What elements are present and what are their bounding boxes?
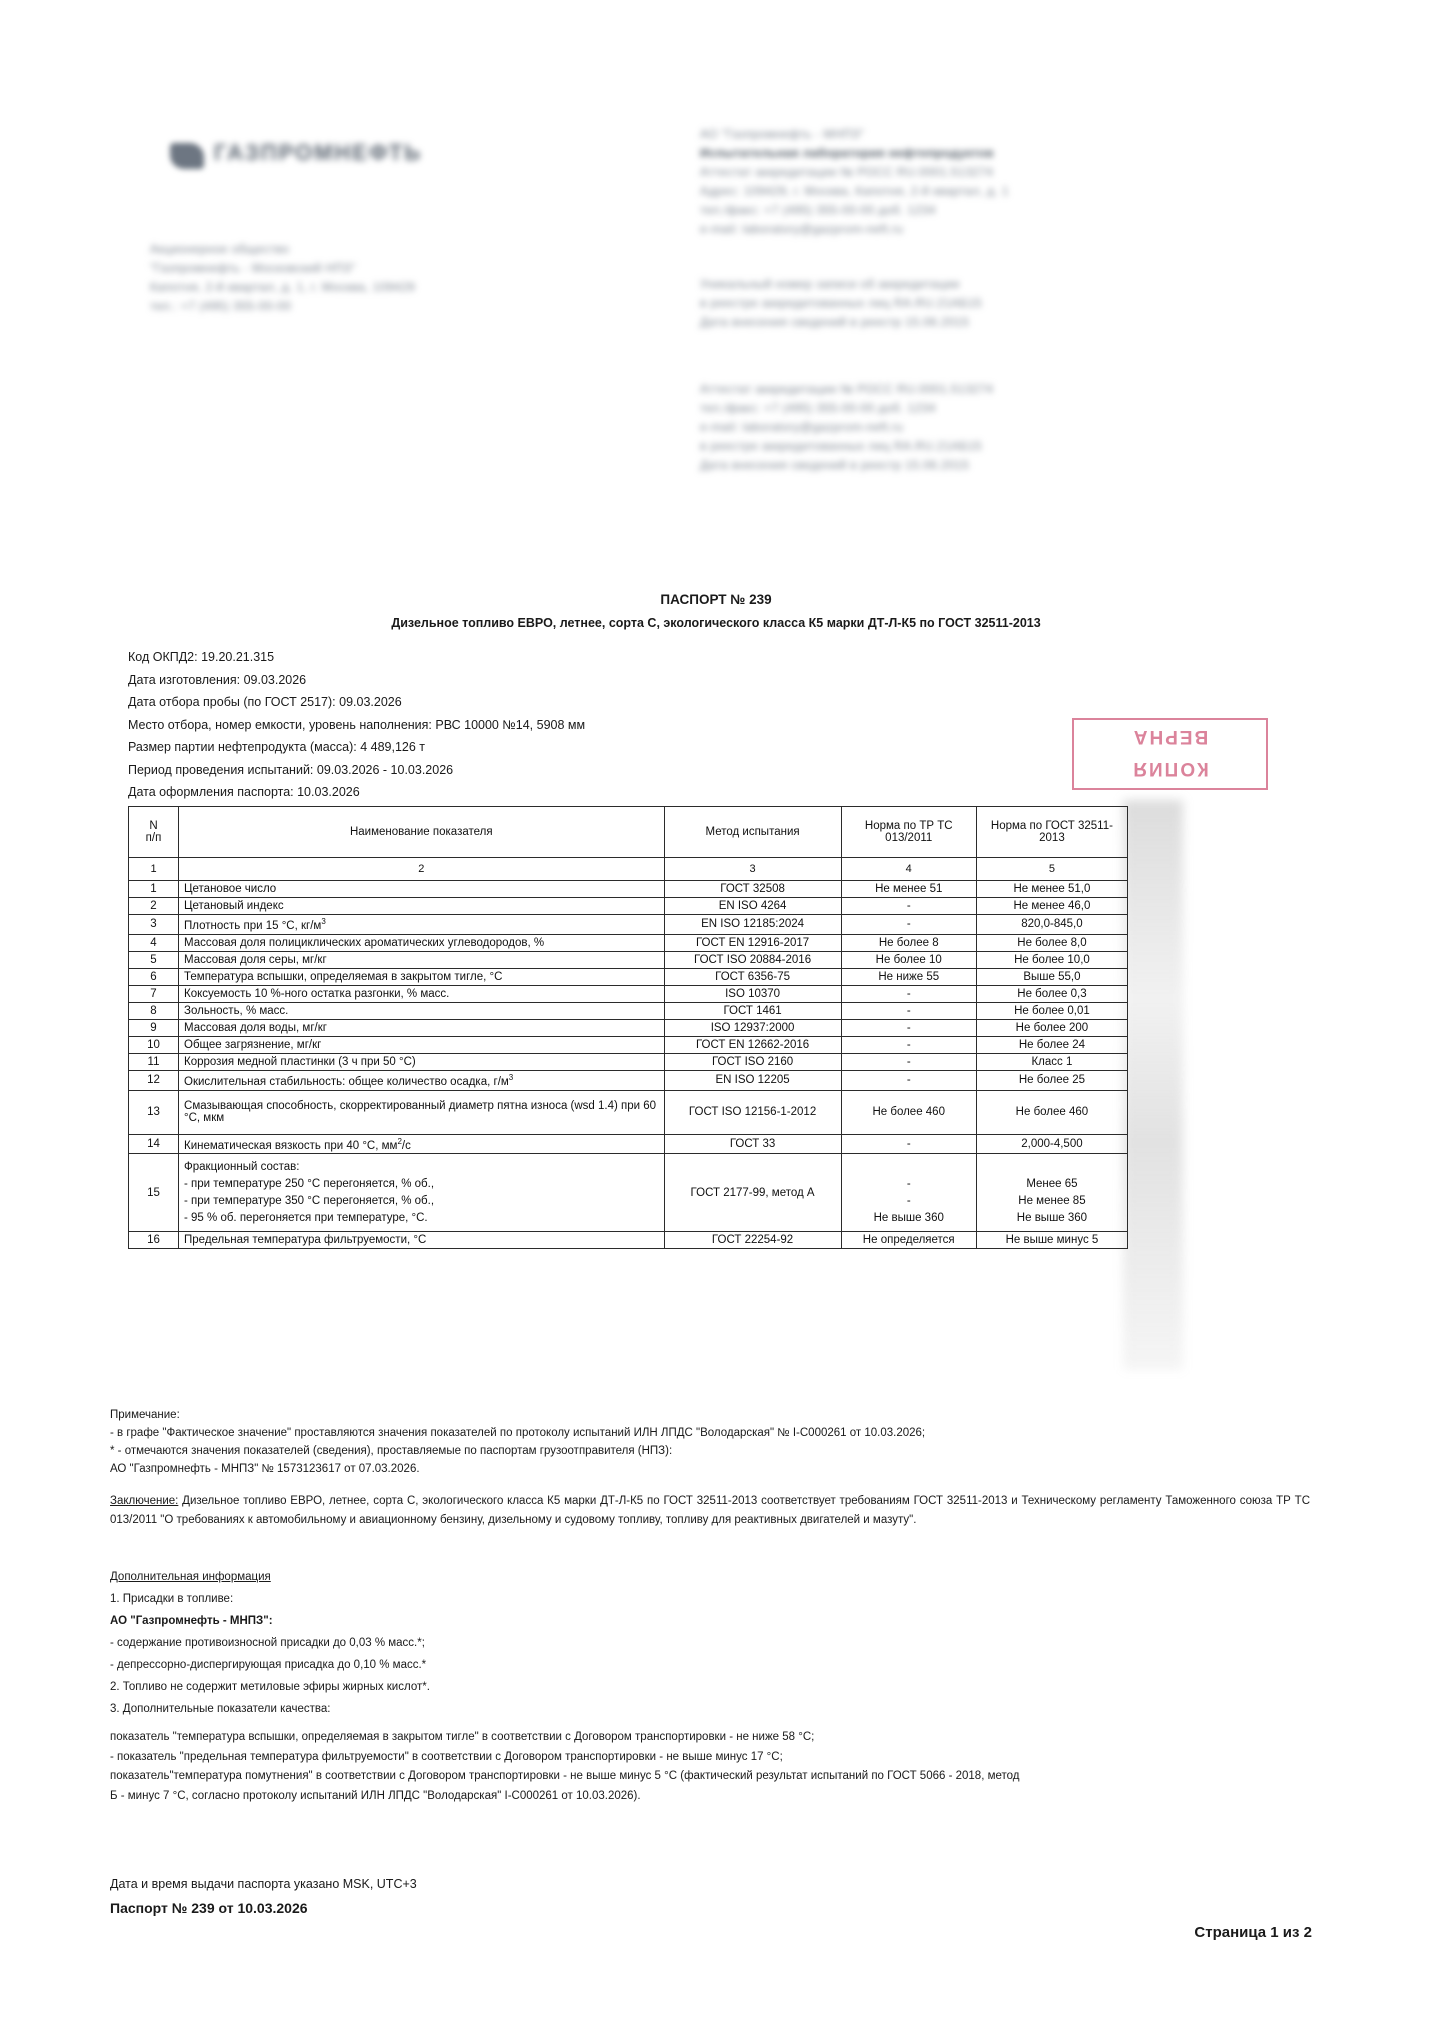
accreditation-line: Дата внесения сведений в реестр 15.06.2015 [700, 315, 970, 329]
row-method: EN ISO 12205 [664, 1070, 841, 1090]
row-name: Цетановый индекс [179, 898, 665, 915]
row-name: Смазывающая способность, скорректированный диаметр пятна износа (wsd 1.4) при 60 °С, мкм [179, 1090, 665, 1134]
fraction-gost-line: Менее 65 [1026, 1178, 1078, 1191]
row-gost: Не менее 51,0 [976, 881, 1127, 898]
copy-verified-stamp [1072, 718, 1268, 790]
row-number: 15 [129, 1154, 179, 1232]
row-method: ГОСТ 6356-75 [664, 968, 841, 985]
fraction-trts-line: - [906, 1195, 911, 1208]
blurred-line: Аттестат аккредитации № РОСС RU.0001.513274 [700, 382, 994, 396]
logo-mark-icon [170, 143, 204, 169]
lab-line: e-mail: laboratory@gazprom-neft.ru [700, 222, 904, 236]
accreditation-line: Уникальный номер записи об аккредитации [700, 277, 960, 291]
row-name: Коксуемость 10 %-ного остатка разгонки, % масс. [179, 985, 665, 1002]
footer-left-block [110, 1872, 417, 1920]
table-row-fraction [129, 1154, 1128, 1232]
row-trts: Не более 10 [841, 951, 976, 968]
row-name: Температура вспышки, определяемая в закрытом тигле, °С [179, 968, 665, 985]
row-gost: Не более 200 [976, 1019, 1127, 1036]
row-method: ГОСТ 33 [664, 1134, 841, 1154]
colnum-2: 2 [179, 858, 665, 881]
col-header-trts-l1: Норма по ТР ТС [864, 820, 953, 832]
table-row [129, 985, 1128, 1002]
blurred-line: тел./факс: +7 (495) 355-00-00 доб. 1234 [700, 401, 936, 415]
footer-time-note: Дата и время выдачи паспорта указано MSK, UTC+3 [110, 1877, 417, 1891]
col-header-gost [976, 807, 1127, 858]
additional-item-1: 1. Присадки в топливе: [110, 1593, 234, 1605]
row-gost: 2,000-4,500 [976, 1134, 1127, 1154]
row-name: Кинематическая вязкость при 40 °С, $мм^2/с$ [179, 1134, 665, 1154]
table-row [129, 951, 1128, 968]
row-number: 14 [129, 1134, 179, 1154]
row-trts: Не более 460 [841, 1090, 976, 1134]
page-title: ПАСПОРТ № 239 [660, 592, 772, 607]
quality-line: - показатель "предельная температура фильтруемости" в соответствии с Договором транспортировки - не выше минус 17 °С; [110, 1750, 783, 1763]
fraction-gost-line: Не менее 85 [1018, 1195, 1086, 1208]
footer-passport-number: Паспорт № 239 от 10.03.2026 [110, 1900, 308, 1916]
stamp-line-1: КОПИЯ [1131, 758, 1209, 779]
passport-meta [128, 646, 585, 804]
row-trts: - [841, 1070, 976, 1090]
row-trts: - [841, 1134, 976, 1154]
row-method: ГОСТ ISO 2160 [664, 1053, 841, 1070]
col-header-trts-l2: 013/2011 [885, 832, 933, 844]
row-trts: - [841, 985, 976, 1002]
row-trts: - [841, 1002, 976, 1019]
row-method: ГОСТ 2177-99, метод А [664, 1154, 841, 1232]
table-column-numbers-row [129, 858, 1128, 881]
meta-test-period: Период проведения испытаний: 09.03.2026 - 10.03.2026 [128, 762, 454, 777]
row-number: 7 [129, 985, 179, 1002]
row-name: Общее загрязнение, мг/кг [179, 1036, 665, 1053]
row-number: 8 [129, 1002, 179, 1019]
table-row [129, 881, 1128, 898]
company-address-block [150, 240, 570, 316]
row-gost: Не более 25 [976, 1070, 1127, 1090]
lab-line: Аттестат аккредитации № РОСС RU.0001.513274 [700, 165, 994, 179]
row-method: ГОСТ 22254-92 [664, 1232, 841, 1249]
row-method: ГОСТ ISO 12156-1-2012 [664, 1090, 841, 1134]
scan-smudge [1123, 800, 1183, 1370]
meta-sampling-place: Место отбора, номер емкости, уровень наполнения: РВС 10000 №14, 5908 мм [128, 717, 586, 732]
row-gost-fraction [976, 1154, 1127, 1232]
lab-line: тел./факс: +7 (495) 355-00-00 доб. 1234 [700, 203, 936, 217]
row-trts-fraction [841, 1154, 976, 1232]
row-method: ГОСТ 1461 [664, 1002, 841, 1019]
table-row [129, 1070, 1128, 1090]
row-method: ГОСТ ISO 20884-2016 [664, 951, 841, 968]
notes-line: - в графе "Фактическое значение" проставляются значения показателей по протоколу испытаний ИЛН ЛПДС "Володарская" № I-С000261 от 10.03.2026; [110, 1427, 926, 1439]
colnum-4: 4 [841, 858, 976, 881]
accreditation-block [700, 275, 1340, 332]
row-number: 13 [129, 1090, 179, 1134]
accreditation-line: в реестре аккредитованных лиц RA.RU.21АБ15 [700, 296, 982, 310]
row-gost: Не выше минус 5 [976, 1232, 1127, 1249]
conclusion-block [110, 1492, 1310, 1529]
table-row [129, 1232, 1128, 1249]
row-gost: Класс 1 [976, 1053, 1127, 1070]
blurred-line: e-mail: laboratory@gazprom-neft.ru [700, 420, 904, 434]
row-trts: - [841, 1019, 976, 1036]
lab-line: АО "Газпромнефть - МНПЗ" [700, 127, 865, 141]
row-trts: Не менее 51 [841, 881, 976, 898]
lab-line: Испытательная лаборатория нефтепродуктов [700, 146, 994, 160]
page-subtitle: Дизельное топливо ЕВРО, летнее, сорта С, экологического класса К5 марки ДТ-Л-К5 по ГОСТ 32511-2013 [391, 616, 1041, 630]
row-name: Плотность при 15 °С, $кг/м^3$ [179, 915, 665, 935]
row-method: ГОСТ 32508 [664, 881, 841, 898]
table-row [129, 934, 1128, 951]
table-row [129, 898, 1128, 915]
fraction-title: Фракционный состав: [184, 1160, 300, 1173]
additional-info-title: Дополнительная информация [110, 1571, 271, 1583]
row-gost: Не более 0,01 [976, 1002, 1127, 1019]
row-gost: Не более 8,0 [976, 934, 1127, 951]
conclusion-text: Дизельное топливо ЕВРО, летнее, сорта С, экологического класса К5 марки ДТ-Л-К5 по ГОСТ 32511-2013 соответствует требованиям ГОСТ 32511-2013 и Техническому регламенту Таможенного союза ТР ТС 013/2011 "О требованиях к автомобильному и авиационному бензину, дизельному и судовому топливу, топливу для реактивных двигателей и мазуту". [110, 1495, 1310, 1526]
row-name: Массовая доля воды, мг/кг [179, 1019, 665, 1036]
lab-line: Адрес: 109429, г. Москва, Капотня, 2-й квартал, д. 1 [700, 184, 1009, 198]
meta-manufacture-date: Дата изготовления: 09.03.2026 [128, 672, 307, 687]
table-row [129, 968, 1128, 985]
col-header-number-l2: п/п [145, 832, 162, 844]
company-address-line: "Газпромнефть - Московский НПЗ" [150, 261, 356, 275]
row-method: ГОСТ EN 12916-2017 [664, 934, 841, 951]
row-name: Предельная температура фильтруемости, °С [179, 1232, 665, 1249]
table-header-row [129, 807, 1128, 858]
row-method: ISO 12937:2000 [664, 1019, 841, 1036]
fraction-trts-line: Не выше 360 [873, 1212, 944, 1225]
row-gost: Не более 10,0 [976, 951, 1127, 968]
row-trts: - [841, 915, 976, 935]
row-gost: Не менее 46,0 [976, 898, 1127, 915]
company-address-line: тел.: +7 (495) 355-00-00 [150, 299, 292, 313]
quality-line: Б - минус 7 °С, согласно протоколу испытаний ИЛН ЛПДС "Володарская" I-С000261 от 10.03.2026). [110, 1789, 641, 1802]
row-name: Цетановое число [179, 881, 665, 898]
fraction-line: - при температуре 250 °С перегоняется, % об., [184, 1177, 435, 1190]
row-name: Массовая доля полициклических ароматических углеводородов, % [179, 934, 665, 951]
row-name-fraction [179, 1154, 665, 1232]
meta-okpd2: Код ОКПД2: 19.20.21.315 [128, 650, 275, 664]
row-trts: Не ниже 55 [841, 968, 976, 985]
row-method: ISO 10370 [664, 985, 841, 1002]
logo-text: ГАЗПРОМНЕФТЬ [214, 140, 423, 165]
table-row [129, 1090, 1128, 1134]
fraction-trts-line: - [906, 1178, 911, 1191]
row-number: 1 [129, 881, 179, 898]
row-trts: - [841, 1053, 976, 1070]
footer-page-number: Страница 1 из 2 [1194, 1924, 1312, 1941]
fraction-line: - 95 % об. перегоняется при температуре, °С. [184, 1211, 428, 1224]
company-logo [170, 140, 422, 169]
company-address-line: Капотня, 2-й квартал, д. 1, г. Москва, 109429 [150, 280, 416, 294]
row-trts: Не более 8 [841, 934, 976, 951]
additional-line: 2. Топливо не содержит метиловые эфиры жирных кислот*. [110, 1681, 430, 1693]
row-gost: Выше 55,0 [976, 968, 1127, 985]
row-method: ГОСТ EN 12662-2016 [664, 1036, 841, 1053]
table-row [129, 1002, 1128, 1019]
notes-block [110, 1406, 1300, 1478]
additional-line: - депрессорно-диспергирующая присадка до 0,10 % масс.* [110, 1659, 427, 1671]
colnum-3: 3 [664, 858, 841, 881]
laboratory-block [700, 125, 1320, 239]
blurred-line: в реестре аккредитованных лиц RA.RU.21АБ15 [700, 439, 982, 453]
row-number: 9 [129, 1019, 179, 1036]
row-number: 4 [129, 934, 179, 951]
col-header-gost-l2: 2013 [1039, 832, 1065, 844]
table-row [129, 915, 1128, 935]
row-number: 5 [129, 951, 179, 968]
row-gost: Не более 0,3 [976, 985, 1127, 1002]
row-name: Коррозия медной пластинки (3 ч при 50 °С) [179, 1053, 665, 1070]
blurred-line: Дата внесения сведений в реестр 15.06.2015 [700, 458, 970, 472]
row-method: EN ISO 4264 [664, 898, 841, 915]
colnum-1: 1 [129, 858, 179, 881]
fraction-line: - при температуре 350 °С перегоняется, % об., [184, 1194, 435, 1207]
additional-line: 3. Дополнительные показатели качества: [110, 1703, 331, 1715]
notes-line: * - отмечаются значения показателей (сведения), проставляемые по паспортам грузоотправителя (НПЗ): [110, 1445, 673, 1457]
row-name: Окислительная стабильность: общее количество осадка, $г/м^3$ [179, 1070, 665, 1090]
quality-line: показатель "температура вспышки, определяемая в закрытом тигле" в соответствии с Договором транспортировки - не ниже 58 °С; [110, 1731, 815, 1743]
notes-line: АО "Газпромнефть - МНПЗ" № 1573123617 от 07.03.2026. [110, 1463, 420, 1475]
row-number: 12 [129, 1070, 179, 1090]
col-header-number-l1: N [149, 820, 158, 832]
table-row [129, 1134, 1128, 1154]
row-number: 16 [129, 1232, 179, 1249]
quality-line: показатель"температура помутнения" в соответствии с Договором транспортировки - не выше минус 5 °С (фактический результат испытаний по ГОСТ 5066 - 2018, метод [110, 1770, 1020, 1782]
row-trts: - [841, 898, 976, 915]
additional-company: АО "Газпромнефть - МНПЗ": [110, 1615, 273, 1627]
company-address-line: Акционерное общество [150, 242, 290, 256]
meta-batch-size: Размер партии нефтепродукта (масса): 4 489,126 т [128, 740, 426, 754]
specifications-table [128, 806, 1128, 1249]
row-name: Зольность, % масс. [179, 1002, 665, 1019]
row-number: 6 [129, 968, 179, 985]
col-header-name: Наименование показателя [179, 807, 665, 858]
row-gost: Не более 24 [976, 1036, 1127, 1053]
fraction-gost-line: Не выше 360 [1016, 1212, 1088, 1225]
row-number: 2 [129, 898, 179, 915]
additional-line: - содержание противоизносной присадки до 0,03 % масс.*; [110, 1637, 425, 1649]
row-gost: Не более 460 [976, 1090, 1127, 1134]
notes-label: Примечание: [110, 1409, 180, 1421]
row-number: 3 [129, 915, 179, 935]
col-header-trts [841, 807, 976, 858]
row-method: EN ISO 12185:2024 [664, 915, 841, 935]
meta-issue-date: Дата оформления паспорта: 10.03.2026 [128, 785, 360, 799]
col-header-number [129, 807, 179, 858]
additional-info-block [110, 1560, 1310, 1806]
row-trts: - [841, 1036, 976, 1053]
col-header-gost-l1: Норма по ГОСТ 32511- [990, 820, 1113, 832]
table-row [129, 1036, 1128, 1053]
colnum-5: 5 [976, 858, 1127, 881]
table-row [129, 1053, 1128, 1070]
row-trts: Не определяется [841, 1232, 976, 1249]
row-gost: 820,0-845,0 [976, 915, 1127, 935]
col-header-method: Метод испытания [664, 807, 841, 858]
meta-sampling-date: Дата отбора пробы (по ГОСТ 2517): 09.03.2026 [128, 695, 402, 709]
row-name: Массовая доля серы, мг/кг [179, 951, 665, 968]
secondary-blurred-block [700, 380, 1300, 475]
stamp-line-2: ВЕРНА [1131, 726, 1209, 747]
row-number: 10 [129, 1036, 179, 1053]
conclusion-label: Заключение: [110, 1495, 179, 1507]
table-row [129, 1019, 1128, 1036]
row-number: 11 [129, 1053, 179, 1070]
